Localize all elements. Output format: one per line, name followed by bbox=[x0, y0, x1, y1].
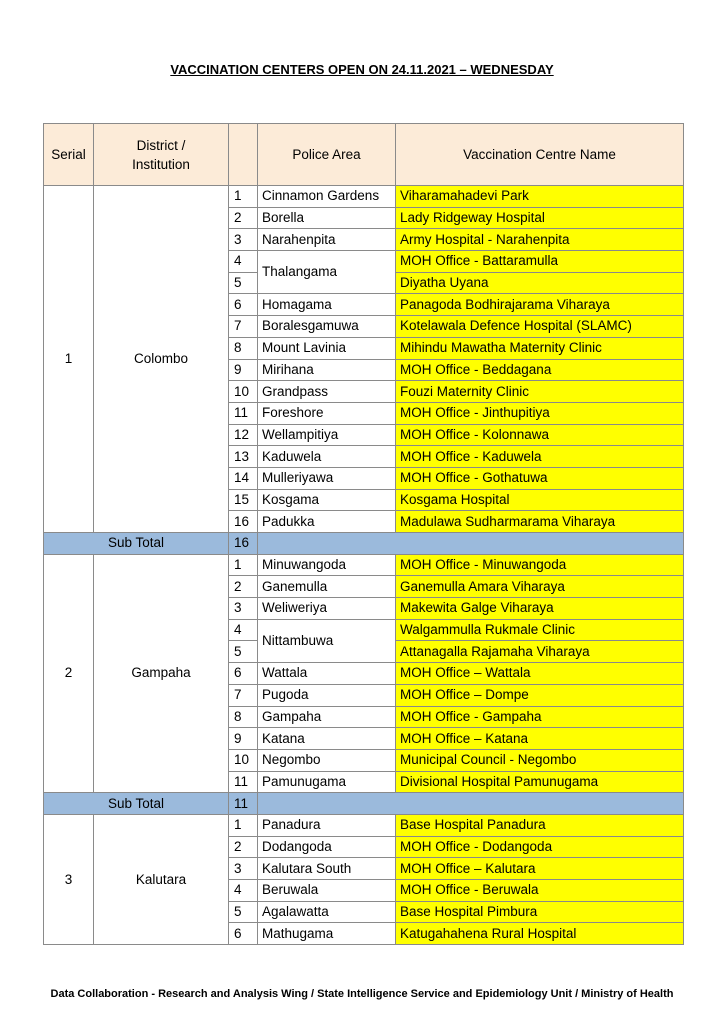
district-name: Gampaha bbox=[94, 554, 229, 793]
row-number: 12 bbox=[229, 424, 258, 446]
row-number: 3 bbox=[229, 858, 258, 880]
police-area: Pamunugama bbox=[258, 771, 396, 793]
police-area: Gampaha bbox=[258, 706, 396, 728]
vaccination-centre-name: Lady Ridgeway Hospital bbox=[396, 207, 684, 229]
police-area: Negombo bbox=[258, 749, 396, 771]
row-number: 1 bbox=[229, 814, 258, 836]
header-district-line1: District / bbox=[136, 137, 186, 153]
subtotal-row bbox=[44, 793, 684, 815]
police-area: Nittambuwa bbox=[258, 619, 396, 662]
police-area: Minuwangoda bbox=[258, 554, 396, 576]
vaccination-centre-name: Madulawa Sudharmarama Viharaya bbox=[396, 511, 684, 533]
row-number: 6 bbox=[229, 663, 258, 685]
subtotal-count: 16 bbox=[229, 533, 258, 555]
table-header-row bbox=[44, 124, 684, 186]
vaccination-centre-name: Diyatha Uyana bbox=[396, 272, 684, 294]
row-number: 6 bbox=[229, 923, 258, 945]
police-area: Borella bbox=[258, 207, 396, 229]
row-number: 7 bbox=[229, 684, 258, 706]
vaccination-centre-name: Base Hospital Panadura bbox=[396, 814, 684, 836]
police-area: Homagama bbox=[258, 294, 396, 316]
vaccination-centre-name: MOH Office - Gampaha bbox=[396, 706, 684, 728]
header-serial: Serial bbox=[44, 124, 94, 186]
row-number: 3 bbox=[229, 229, 258, 251]
vaccination-centre-name: MOH Office - Jinthupitiya bbox=[396, 402, 684, 424]
police-area: Mathugama bbox=[258, 923, 396, 945]
district-serial: 1 bbox=[44, 186, 94, 533]
page-title: VACCINATION CENTERS OPEN ON 24.11.2021 – WEDNESDAY bbox=[170, 62, 554, 77]
vaccination-centre-name: Mihindu Mawatha Maternity Clinic bbox=[396, 337, 684, 359]
vaccination-centre-name: MOH Office - Beruwala bbox=[396, 880, 684, 902]
vaccination-centres-table bbox=[43, 123, 684, 945]
row-number: 5 bbox=[229, 901, 258, 923]
row-number: 9 bbox=[229, 728, 258, 750]
row-number: 10 bbox=[229, 381, 258, 403]
row-number: 5 bbox=[229, 272, 258, 294]
vaccination-centre-name: MOH Office – Dompe bbox=[396, 684, 684, 706]
vaccination-centre-name: Katugahahena Rural Hospital bbox=[396, 923, 684, 945]
row-number: 4 bbox=[229, 619, 258, 641]
police-area: Cinnamon Gardens bbox=[258, 186, 396, 208]
vaccination-centre-name: MOH Office - Minuwangoda bbox=[396, 554, 684, 576]
vaccination-centre-name: Panagoda Bodhirajarama Viharaya bbox=[396, 294, 684, 316]
row-number: 2 bbox=[229, 576, 258, 598]
subtotal-empty-cell bbox=[258, 793, 684, 815]
vaccination-centre-name: Kosgama Hospital bbox=[396, 489, 684, 511]
vaccination-centre-name: Makewita Galge Viharaya bbox=[396, 598, 684, 620]
vaccination-centre-name: MOH Office – Kalutara bbox=[396, 858, 684, 880]
subtotal-label: Sub Total bbox=[44, 533, 229, 555]
table-row bbox=[44, 186, 684, 208]
table-row bbox=[44, 814, 684, 836]
police-area: Wellampitiya bbox=[258, 424, 396, 446]
row-number: 4 bbox=[229, 251, 258, 273]
row-number: 11 bbox=[229, 771, 258, 793]
table-body bbox=[44, 186, 684, 945]
header-number bbox=[229, 124, 258, 186]
row-number: 15 bbox=[229, 489, 258, 511]
row-number: 7 bbox=[229, 316, 258, 338]
subtotal-count: 11 bbox=[229, 793, 258, 815]
police-area: Weliweriya bbox=[258, 598, 396, 620]
police-area: Mirihana bbox=[258, 359, 396, 381]
vaccination-centre-name: MOH Office – Wattala bbox=[396, 663, 684, 685]
district-serial: 3 bbox=[44, 814, 94, 944]
footer-credit: Data Collaboration - Research and Analysis Wing / State Intelligence Service and Epidemiology Unit / Ministry of Health bbox=[50, 988, 674, 1000]
row-number: 9 bbox=[229, 359, 258, 381]
row-number: 4 bbox=[229, 880, 258, 902]
vaccination-centre-name: Attanagalla Rajamaha Viharaya bbox=[396, 641, 684, 663]
vaccination-centre-name: Ganemulla Amara Viharaya bbox=[396, 576, 684, 598]
vaccination-centre-name: Base Hospital Pimbura bbox=[396, 901, 684, 923]
police-area: Pugoda bbox=[258, 684, 396, 706]
police-area: Katana bbox=[258, 728, 396, 750]
vaccination-centre-name: Viharamahadevi Park bbox=[396, 186, 684, 208]
vaccination-centre-name: Municipal Council - Negombo bbox=[396, 749, 684, 771]
row-number: 8 bbox=[229, 706, 258, 728]
row-number: 1 bbox=[229, 186, 258, 208]
vaccination-centre-name: Fouzi Maternity Clinic bbox=[396, 381, 684, 403]
header-police-area: Police Area bbox=[258, 124, 396, 186]
table-row bbox=[44, 554, 684, 576]
subtotal-row bbox=[44, 533, 684, 555]
row-number: 6 bbox=[229, 294, 258, 316]
row-number: 2 bbox=[229, 207, 258, 229]
police-area: Panadura bbox=[258, 814, 396, 836]
police-area: Mulleriyawa bbox=[258, 467, 396, 489]
vaccination-centre-name: MOH Office – Katana bbox=[396, 728, 684, 750]
header-district bbox=[94, 124, 229, 186]
police-area: Ganemulla bbox=[258, 576, 396, 598]
row-number: 1 bbox=[229, 554, 258, 576]
subtotal-empty-cell bbox=[258, 533, 684, 555]
police-area: Kosgama bbox=[258, 489, 396, 511]
district-name: Kalutara bbox=[94, 814, 229, 944]
police-area: Dodangoda bbox=[258, 836, 396, 858]
row-number: 2 bbox=[229, 836, 258, 858]
vaccination-centre-name: MOH Office - Dodangoda bbox=[396, 836, 684, 858]
row-number: 3 bbox=[229, 598, 258, 620]
police-area: Padukka bbox=[258, 511, 396, 533]
police-area: Grandpass bbox=[258, 381, 396, 403]
police-area: Narahenpita bbox=[258, 229, 396, 251]
vaccination-centre-name: Kotelawala Defence Hospital (SLAMC) bbox=[396, 316, 684, 338]
vaccination-centre-name: MOH Office - Kolonnawa bbox=[396, 424, 684, 446]
vaccination-centre-name: Divisional Hospital Pamunugama bbox=[396, 771, 684, 793]
police-area: Mount Lavinia bbox=[258, 337, 396, 359]
row-number: 11 bbox=[229, 402, 258, 424]
header-district-line2: Institution bbox=[132, 156, 190, 172]
row-number: 10 bbox=[229, 749, 258, 771]
header-centre-name: Vaccination Centre Name bbox=[396, 124, 684, 186]
row-number: 16 bbox=[229, 511, 258, 533]
district-name: Colombo bbox=[94, 186, 229, 533]
vaccination-centre-name: MOH Office - Battaramulla bbox=[396, 251, 684, 273]
vaccination-centre-name: Walgammulla Rukmale Clinic bbox=[396, 619, 684, 641]
row-number: 14 bbox=[229, 467, 258, 489]
district-serial: 2 bbox=[44, 554, 94, 793]
subtotal-label: Sub Total bbox=[44, 793, 229, 815]
vaccination-centre-name: Army Hospital - Narahenpita bbox=[396, 229, 684, 251]
police-area: Boralesgamuwa bbox=[258, 316, 396, 338]
police-area: Kalutara South bbox=[258, 858, 396, 880]
police-area: Kaduwela bbox=[258, 446, 396, 468]
vaccination-centre-name: MOH Office - Beddagana bbox=[396, 359, 684, 381]
police-area: Thalangama bbox=[258, 251, 396, 294]
row-number: 5 bbox=[229, 641, 258, 663]
police-area: Foreshore bbox=[258, 402, 396, 424]
row-number: 13 bbox=[229, 446, 258, 468]
police-area: Agalawatta bbox=[258, 901, 396, 923]
police-area: Wattala bbox=[258, 663, 396, 685]
police-area: Beruwala bbox=[258, 880, 396, 902]
vaccination-centre-name: MOH Office - Gothatuwa bbox=[396, 467, 684, 489]
vaccination-centre-name: MOH Office - Kaduwela bbox=[396, 446, 684, 468]
row-number: 8 bbox=[229, 337, 258, 359]
